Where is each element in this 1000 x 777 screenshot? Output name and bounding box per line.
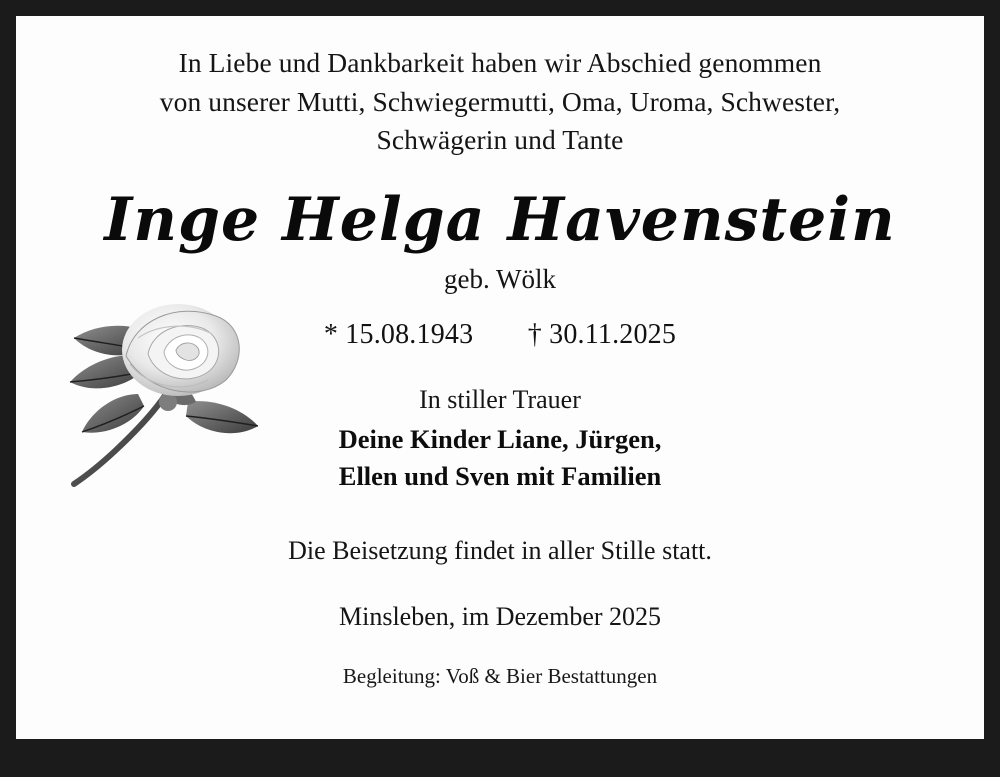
burial-note: Die Beisetzung findet in aller Stille statt. bbox=[288, 535, 712, 565]
family-line: Deine Kinder Liane, Jürgen, bbox=[338, 423, 662, 454]
obituary-content bbox=[16, 16, 984, 739]
intro-line: Schwägerin und Tante bbox=[376, 124, 624, 155]
family-line: Ellen und Sven mit Familien bbox=[338, 461, 662, 492]
undertaker-credit: Begleitung: Voß & Bier Bestattungen bbox=[342, 663, 658, 688]
maiden-name: geb. Wölk bbox=[444, 263, 556, 294]
family-names bbox=[56, 421, 944, 496]
place-and-date: Minsleben, im Dezember 2025 bbox=[338, 601, 662, 631]
intro-line: In Liebe und Dankbarkeit haben wir Abschied genommen bbox=[178, 47, 822, 78]
life-dates bbox=[56, 319, 944, 351]
death-date: † 30.11.2025 bbox=[527, 318, 677, 350]
deceased-name: Inge Helga Havenstein bbox=[104, 184, 896, 255]
intro-text bbox=[70, 44, 930, 160]
mourning-label: In stiller Trauer bbox=[419, 384, 581, 414]
birth-date: * 15.08.1943 bbox=[323, 318, 474, 350]
intro-line: von unserer Mutti, Schwiegermutti, Oma, Uroma, Schwester, bbox=[159, 85, 841, 117]
